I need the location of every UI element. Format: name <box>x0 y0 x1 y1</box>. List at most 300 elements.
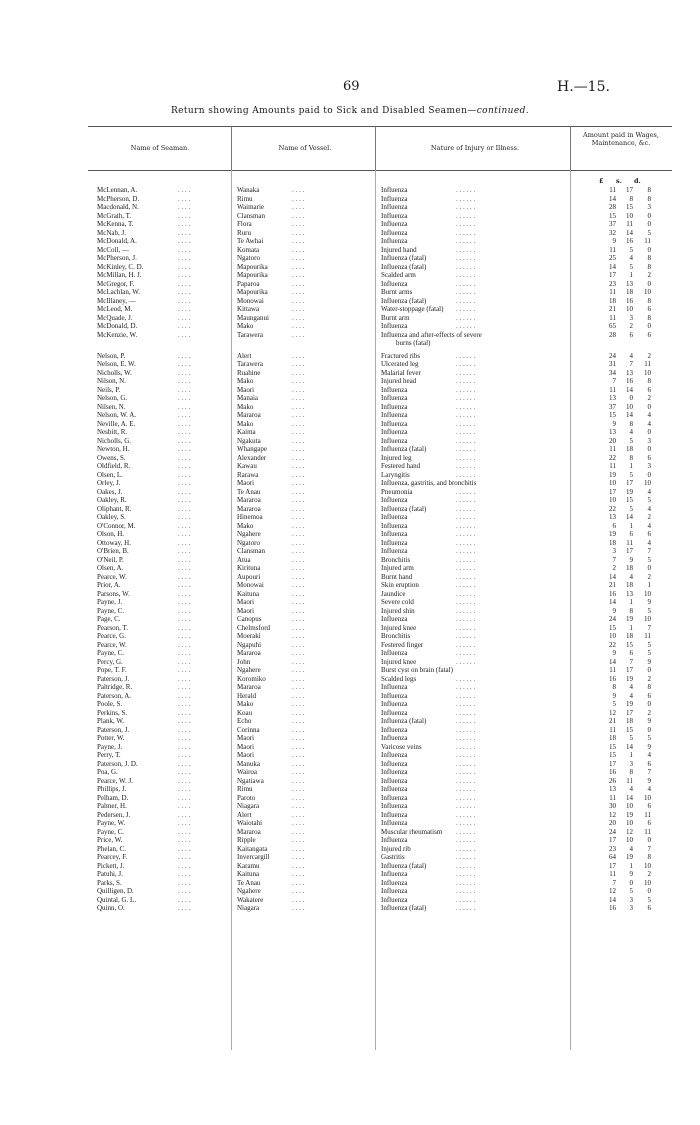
table-row <box>0 870 700 879</box>
table-row <box>0 581 700 590</box>
seaman-name: Phillips, J. <box>97 785 127 793</box>
vessel-name: Alert <box>237 351 252 360</box>
amount-shillings: 17 <box>626 186 633 194</box>
vessel-name: Maori <box>237 385 255 394</box>
amount-shillings: 16 <box>626 296 633 305</box>
leader-dots: . . . . . . <box>456 606 476 615</box>
leader-dots: . . . . . . <box>456 360 476 368</box>
amount-pence: 0 <box>647 211 651 220</box>
injury-or-illness-continued: burns (fatal) <box>396 339 431 347</box>
leader-dots: . . . . <box>292 708 305 717</box>
seaman-name: McKenna, T. <box>97 220 134 228</box>
amount-pounds: 11 <box>609 725 616 734</box>
seaman-name: Nicholls, G. <box>97 436 132 445</box>
injury-or-illness: Influenza <box>381 759 408 768</box>
amount-shillings: 9 <box>629 870 633 878</box>
injury-or-illness: Influenza, gastritis, and bronchitis <box>381 479 477 487</box>
leader-dots: . . . . . . <box>456 262 476 271</box>
amount-pence: 0 <box>647 279 651 288</box>
table-row <box>0 263 700 272</box>
amount-pence: 2 <box>647 394 651 402</box>
vessel-name: Maunganui <box>237 313 269 322</box>
table-row <box>0 777 700 786</box>
vessel-name: Rimu <box>237 194 253 203</box>
amount-shillings: 6 <box>629 530 633 538</box>
amount-pence: 4 <box>647 785 651 793</box>
injury-or-illness: Influenza <box>381 322 408 330</box>
amount-pence: 6 <box>647 904 651 912</box>
amount-pounds: 20 <box>609 436 616 445</box>
injury-or-illness: Influenza <box>381 228 408 237</box>
leader-dots: . . . . <box>292 810 305 819</box>
injury-or-illness: Skin eruption <box>381 581 419 589</box>
leader-dots: . . . . . . <box>456 827 476 836</box>
amount-shillings: 6 <box>629 649 633 657</box>
amount-pence: 11 <box>644 827 651 836</box>
amount-shillings: 8 <box>629 453 633 462</box>
table-row <box>0 564 700 573</box>
seaman-name: Pearson, T. <box>97 623 129 632</box>
leader-dots: . . . . . . <box>456 734 476 742</box>
amount-shillings: 11 <box>626 776 633 785</box>
amount-shillings: 5 <box>629 734 633 742</box>
amount-pounds: 18 <box>609 538 616 547</box>
amount-pounds: 10 <box>609 632 616 640</box>
table-row <box>0 658 700 667</box>
amount-pounds: 21 <box>609 581 616 589</box>
injury-or-illness: Influenza <box>381 385 408 394</box>
leader-dots: . . . . <box>292 776 305 785</box>
column-header-seaman: Name of Seaman. <box>130 144 190 152</box>
amount-shillings: 0 <box>629 878 633 887</box>
vessel-name: Ngatoro <box>237 538 260 547</box>
amount-shillings: 6 <box>629 330 633 339</box>
amount-pounds: 12 <box>609 887 616 895</box>
table-row <box>0 709 700 718</box>
table-row <box>0 853 700 862</box>
leader-dots: . . . . <box>178 649 191 657</box>
injury-or-illness: Influenza <box>381 513 408 521</box>
leader-dots: . . . . <box>178 870 191 878</box>
amount-shillings: 4 <box>629 785 633 793</box>
injury-or-illness: Influenza <box>381 411 408 419</box>
seaman-name: McPherson, D. <box>97 194 140 203</box>
leader-dots: . . . . <box>292 313 305 322</box>
amount-pounds: 11 <box>609 313 616 322</box>
table-title-suffix: continued. <box>476 106 530 116</box>
leader-dots: . . . . . . <box>456 538 476 547</box>
vessel-name: Waiotahi <box>237 819 263 827</box>
header-bottom-rule <box>88 170 672 171</box>
injury-or-illness: Ulcerated leg <box>381 360 419 368</box>
leader-dots: . . . . <box>178 470 191 479</box>
amount-shillings: 4 <box>629 428 633 436</box>
injury-or-illness: Influenza <box>381 887 408 895</box>
amount-shillings: 5 <box>629 504 633 513</box>
injury-or-illness: Influenza <box>381 496 408 504</box>
seaman-name: Oakes, J. <box>97 487 123 496</box>
injury-or-illness: Bronchitis <box>381 632 411 640</box>
seaman-name: McDonald, A. <box>97 237 137 245</box>
injury-or-illness: Muscular rheumatism <box>381 827 443 836</box>
header-top-rule <box>88 126 672 127</box>
amount-pounds: 17 <box>609 271 616 279</box>
amount-shillings: 19 <box>626 674 633 683</box>
leader-dots: . . . . . . <box>456 853 476 861</box>
seaman-name: Macdonald, N. <box>97 203 139 211</box>
amount-pence: 0 <box>647 322 651 330</box>
amount-shillings: 2 <box>629 322 633 330</box>
injury-or-illness: Festered hand <box>381 462 421 470</box>
leader-dots: . . . . . . <box>456 419 476 428</box>
leader-dots: . . . . <box>292 254 305 262</box>
vessel-name: Canopus <box>237 615 262 623</box>
amount-pounds: 19 <box>609 470 616 479</box>
amount-pounds: 11 <box>609 870 616 878</box>
amount-pounds: 37 <box>609 220 616 228</box>
amount-pounds: 25 <box>609 254 616 262</box>
table-row <box>0 246 700 255</box>
vessel-name: Paroto <box>237 793 256 802</box>
leader-dots: . . . . . . <box>456 572 476 581</box>
leader-dots: . . . . <box>292 895 305 904</box>
vessel-name: Koromiko <box>237 674 266 683</box>
injury-or-illness: Influenza <box>381 419 408 428</box>
amount-pence: 7 <box>647 768 651 776</box>
vessel-name: Monowai <box>237 296 264 305</box>
leader-dots: . . . . <box>178 513 191 521</box>
leader-dots: . . . . . . <box>456 640 476 649</box>
amount-pounds: 14 <box>609 194 616 203</box>
leader-dots: . . . . . . <box>456 717 476 725</box>
leader-dots: . . . . <box>178 802 191 810</box>
amount-pounds: 21 <box>609 305 616 313</box>
vessel-name: Maori <box>237 751 255 759</box>
injury-or-illness: Influenza (fatal) <box>381 445 427 453</box>
leader-dots: . . . . <box>178 819 191 827</box>
injury-or-illness: Influenza <box>381 691 408 700</box>
leader-dots: . . . . <box>292 470 305 479</box>
amount-pence: 4 <box>647 751 651 759</box>
injury-or-illness: Influenza <box>381 810 408 819</box>
leader-dots: . . . . <box>178 598 191 606</box>
amount-shillings: 4 <box>629 691 633 700</box>
table-row <box>0 254 700 263</box>
injury-or-illness: Burnt hand <box>381 572 413 581</box>
amount-pounds: 14 <box>609 598 616 606</box>
injury-or-illness: Influenza <box>381 836 408 844</box>
vessel-name: Kaituna <box>237 589 260 598</box>
amount-shillings: 19 <box>626 810 633 819</box>
table-row <box>0 360 700 369</box>
amount-pounds: 9 <box>612 606 616 615</box>
leader-dots: . . . . <box>178 419 191 428</box>
injury-or-illness: Water-stoppage (fatal) <box>381 305 444 313</box>
amount-shillings: 15 <box>626 725 633 734</box>
leader-dots: . . . . <box>178 555 191 564</box>
amount-pence: 0 <box>647 666 651 674</box>
amount-pence: 6 <box>647 385 651 394</box>
amount-pounds: 32 <box>609 228 616 237</box>
leader-dots: . . . . . . <box>456 870 476 878</box>
injury-or-illness: Burnt arms <box>381 288 413 296</box>
seaman-name: Quintal, G. L. <box>97 895 137 904</box>
table-row <box>0 879 700 888</box>
leader-dots: . . . . . . <box>456 322 476 330</box>
table-row <box>0 288 700 297</box>
leader-dots: . . . . <box>292 870 305 878</box>
injury-or-illness: Influenza <box>381 521 408 530</box>
vessel-name: Kawau <box>237 462 257 470</box>
seaman-name: O'Brien, B. <box>97 547 129 555</box>
leader-dots: . . . . <box>292 844 305 853</box>
leader-dots: . . . . <box>292 504 305 513</box>
seaman-name: Pearce, W. <box>97 572 127 581</box>
seaman-name: Quilligen, D. <box>97 887 134 895</box>
amount-shillings: 1 <box>629 598 633 606</box>
amount-pence: 6 <box>647 330 651 339</box>
amount-pounds: 13 <box>609 785 616 793</box>
leader-dots: . . . . <box>178 402 191 411</box>
vessel-name: Wakatere <box>237 895 264 904</box>
amount-pounds: 30 <box>609 802 616 810</box>
injury-or-illness: Influenza <box>381 895 408 904</box>
leader-dots: . . . . <box>178 827 191 836</box>
amount-shillings: 5 <box>629 887 633 895</box>
seaman-name: Percy, G. <box>97 657 123 666</box>
injury-or-illness: Influenza (fatal) <box>381 254 427 262</box>
amount-pence: 3 <box>647 462 651 470</box>
amount-shillings: 1 <box>629 521 633 530</box>
seaman-name: McLeod, M. <box>97 305 133 313</box>
vessel-name: Mapourika <box>237 288 268 296</box>
table-row <box>0 437 700 446</box>
amount-shillings: 14 <box>626 793 633 802</box>
amount-pounds: 11 <box>609 462 616 470</box>
amount-pounds: 23 <box>609 844 616 853</box>
vessel-name: Ngatoro <box>237 254 260 262</box>
table-row <box>0 896 700 905</box>
vessel-name: Tarawera <box>237 330 263 339</box>
seaman-name: Paterson, A. <box>97 691 132 700</box>
leader-dots: . . . . . . <box>456 776 476 785</box>
leader-dots: . . . . . . <box>456 802 476 810</box>
leader-dots: . . . . <box>178 521 191 530</box>
amount-pence: 8 <box>647 313 651 322</box>
leader-dots: . . . . . . <box>456 445 476 453</box>
seaman-name: Page, C. <box>97 615 121 623</box>
injury-or-illness: Severe cold <box>381 598 414 606</box>
seaman-name: McLachlan, W. <box>97 288 140 296</box>
leader-dots: . . . . <box>178 844 191 853</box>
amount-pence: 9 <box>647 598 651 606</box>
leader-dots: . . . . <box>292 555 305 564</box>
amount-pence: 11 <box>644 810 651 819</box>
vessel-name: Manuka <box>237 759 260 768</box>
leader-dots: . . . . <box>178 351 191 360</box>
amount-pence: 10 <box>644 878 651 887</box>
seaman-name: Parks, S. <box>97 878 122 887</box>
table-row <box>0 887 700 896</box>
leader-dots: . . . . <box>292 674 305 683</box>
leader-dots: . . . . <box>292 751 305 759</box>
leader-dots: . . . . . . <box>456 895 476 904</box>
injury-or-illness: Influenza <box>381 402 408 411</box>
amount-shillings: 1 <box>629 271 633 279</box>
injury-or-illness: Festered finger <box>381 640 424 649</box>
leader-dots: . . . . <box>178 564 191 572</box>
leader-dots: . . . . . . <box>456 203 476 211</box>
amount-shillings: 15 <box>626 496 633 504</box>
vessel-name: Corinna <box>237 725 260 734</box>
amount-shillings: 3 <box>629 759 633 768</box>
table-row <box>0 624 700 633</box>
seaman-name: Perkins, S. <box>97 708 128 717</box>
amount-pence: 9 <box>647 742 651 751</box>
injury-or-illness: Influenza <box>381 819 408 827</box>
table-row <box>0 386 700 395</box>
unit-pounds: £ <box>599 177 604 185</box>
leader-dots: . . . . <box>178 878 191 887</box>
leader-dots: . . . . <box>178 394 191 402</box>
amount-shillings: 0 <box>629 394 633 402</box>
table-row <box>0 229 700 238</box>
amount-pence: 0 <box>647 836 651 844</box>
amount-pounds: 15 <box>609 411 616 419</box>
injury-or-illness: Influenza <box>381 194 408 203</box>
leader-dots: . . . . <box>292 640 305 649</box>
leader-dots: . . . . <box>292 487 305 496</box>
seaman-name: Nilsen, N. <box>97 402 126 411</box>
leader-dots: . . . . . . <box>456 751 476 759</box>
vessel-name: Niagara <box>237 802 260 810</box>
seaman-name: Pearce, W. <box>97 640 127 649</box>
leader-dots: . . . . . . <box>456 844 476 853</box>
leader-dots: . . . . <box>178 237 191 245</box>
table-row <box>0 598 700 607</box>
table-row <box>0 462 700 471</box>
leader-dots: . . . . <box>178 768 191 776</box>
amount-pounds: 13 <box>609 428 616 436</box>
amount-pounds: 6 <box>612 521 616 530</box>
vessel-name: Rimu <box>237 785 253 793</box>
seaman-name: Price, W. <box>97 836 123 844</box>
vessel-name: Aupouri <box>237 572 261 581</box>
injury-or-illness: Scalded arm <box>381 271 416 279</box>
table-row <box>0 530 700 539</box>
leader-dots: . . . . <box>178 717 191 725</box>
vessel-name: Mararoa <box>237 649 261 657</box>
seaman-name: Paterson, J. <box>97 674 130 683</box>
table-row <box>0 666 700 675</box>
leader-dots: . . . . <box>292 237 305 245</box>
leader-dots: . . . . <box>178 674 191 683</box>
injury-or-illness: Scalded legs <box>381 674 417 683</box>
amount-pounds: 11 <box>609 186 616 194</box>
amount-shillings: 10 <box>626 402 633 411</box>
leader-dots: . . . . <box>178 606 191 615</box>
leader-dots: . . . . . . <box>456 887 476 895</box>
amount-shillings: 3 <box>629 904 633 912</box>
leader-dots: . . . . <box>178 330 191 339</box>
seaman-name: Pearcey, F. <box>97 853 128 861</box>
leader-dots: . . . . <box>178 547 191 555</box>
amount-pounds: 3 <box>612 547 616 555</box>
vessel-name: Te Awhai <box>237 237 264 245</box>
leader-dots: . . . . . . <box>456 377 476 385</box>
amount-shillings: 18 <box>626 632 633 640</box>
leader-dots: . . . . <box>292 827 305 836</box>
leader-dots: . . . . . . <box>456 649 476 657</box>
leader-dots: . . . . <box>292 725 305 734</box>
leader-dots: . . . . <box>178 666 191 674</box>
leader-dots: . . . . <box>178 734 191 742</box>
injury-or-illness: Influenza <box>381 530 408 538</box>
table-row <box>0 237 700 246</box>
seaman-name: Orley, J. <box>97 479 121 487</box>
vessel-name: Kaima <box>237 428 256 436</box>
table-row <box>0 726 700 735</box>
leader-dots: . . . . <box>178 623 191 632</box>
amount-pence: 5 <box>647 606 651 615</box>
vessel-name: Wanaka <box>237 186 260 194</box>
injury-or-illness: Injured hand <box>381 245 417 254</box>
vessel-name: Mako <box>237 521 254 530</box>
leader-dots: . . . . . . <box>456 237 476 245</box>
leader-dots: . . . . <box>178 581 191 589</box>
leader-dots: . . . . <box>178 322 191 330</box>
table-row <box>0 394 700 403</box>
seaman-name: Oliphant, R. <box>97 504 132 513</box>
leader-dots: . . . . <box>292 632 305 640</box>
leader-dots: . . . . . . <box>456 428 476 436</box>
leader-dots: . . . . . . <box>456 462 476 470</box>
amount-pence: 9 <box>647 717 651 725</box>
amount-pounds: 22 <box>609 640 616 649</box>
leader-dots: . . . . . . <box>456 623 476 632</box>
vessel-name: Kirituna <box>237 564 261 572</box>
leader-dots: . . . . . . <box>456 402 476 411</box>
leader-dots: . . . . . . <box>456 615 476 623</box>
vessel-name: Mararoa <box>237 504 261 513</box>
amount-shillings: 9 <box>629 555 633 564</box>
vessel-name: Echo <box>237 717 252 725</box>
leader-dots: . . . . <box>178 360 191 368</box>
seaman-name: McGregor, F. <box>97 279 135 288</box>
table-row <box>0 862 700 871</box>
injury-or-illness: Laryngitis <box>381 470 410 479</box>
seaman-name: McColl, — <box>97 245 129 254</box>
seaman-name: Nilson, N. <box>97 377 126 385</box>
leader-dots: . . . . <box>178 751 191 759</box>
leader-dots: . . . . <box>178 853 191 861</box>
leader-dots: . . . . <box>292 402 305 411</box>
injury-or-illness: Influenza <box>381 211 408 220</box>
leader-dots: . . . . <box>292 904 305 912</box>
table-row <box>0 377 700 386</box>
amount-pence: 6 <box>647 802 651 810</box>
amount-pounds: 11 <box>609 245 616 254</box>
amount-pounds: 26 <box>609 776 616 785</box>
injury-or-illness: Influenza <box>381 683 408 691</box>
leader-dots: . . . . <box>292 245 305 254</box>
leader-dots: . . . . . . <box>456 288 476 296</box>
amount-shillings: 14 <box>626 742 633 751</box>
leader-dots: . . . . . . <box>456 836 476 844</box>
leader-dots: . . . . <box>178 254 191 262</box>
leader-dots: . . . . <box>292 453 305 462</box>
leader-dots: . . . . <box>292 279 305 288</box>
